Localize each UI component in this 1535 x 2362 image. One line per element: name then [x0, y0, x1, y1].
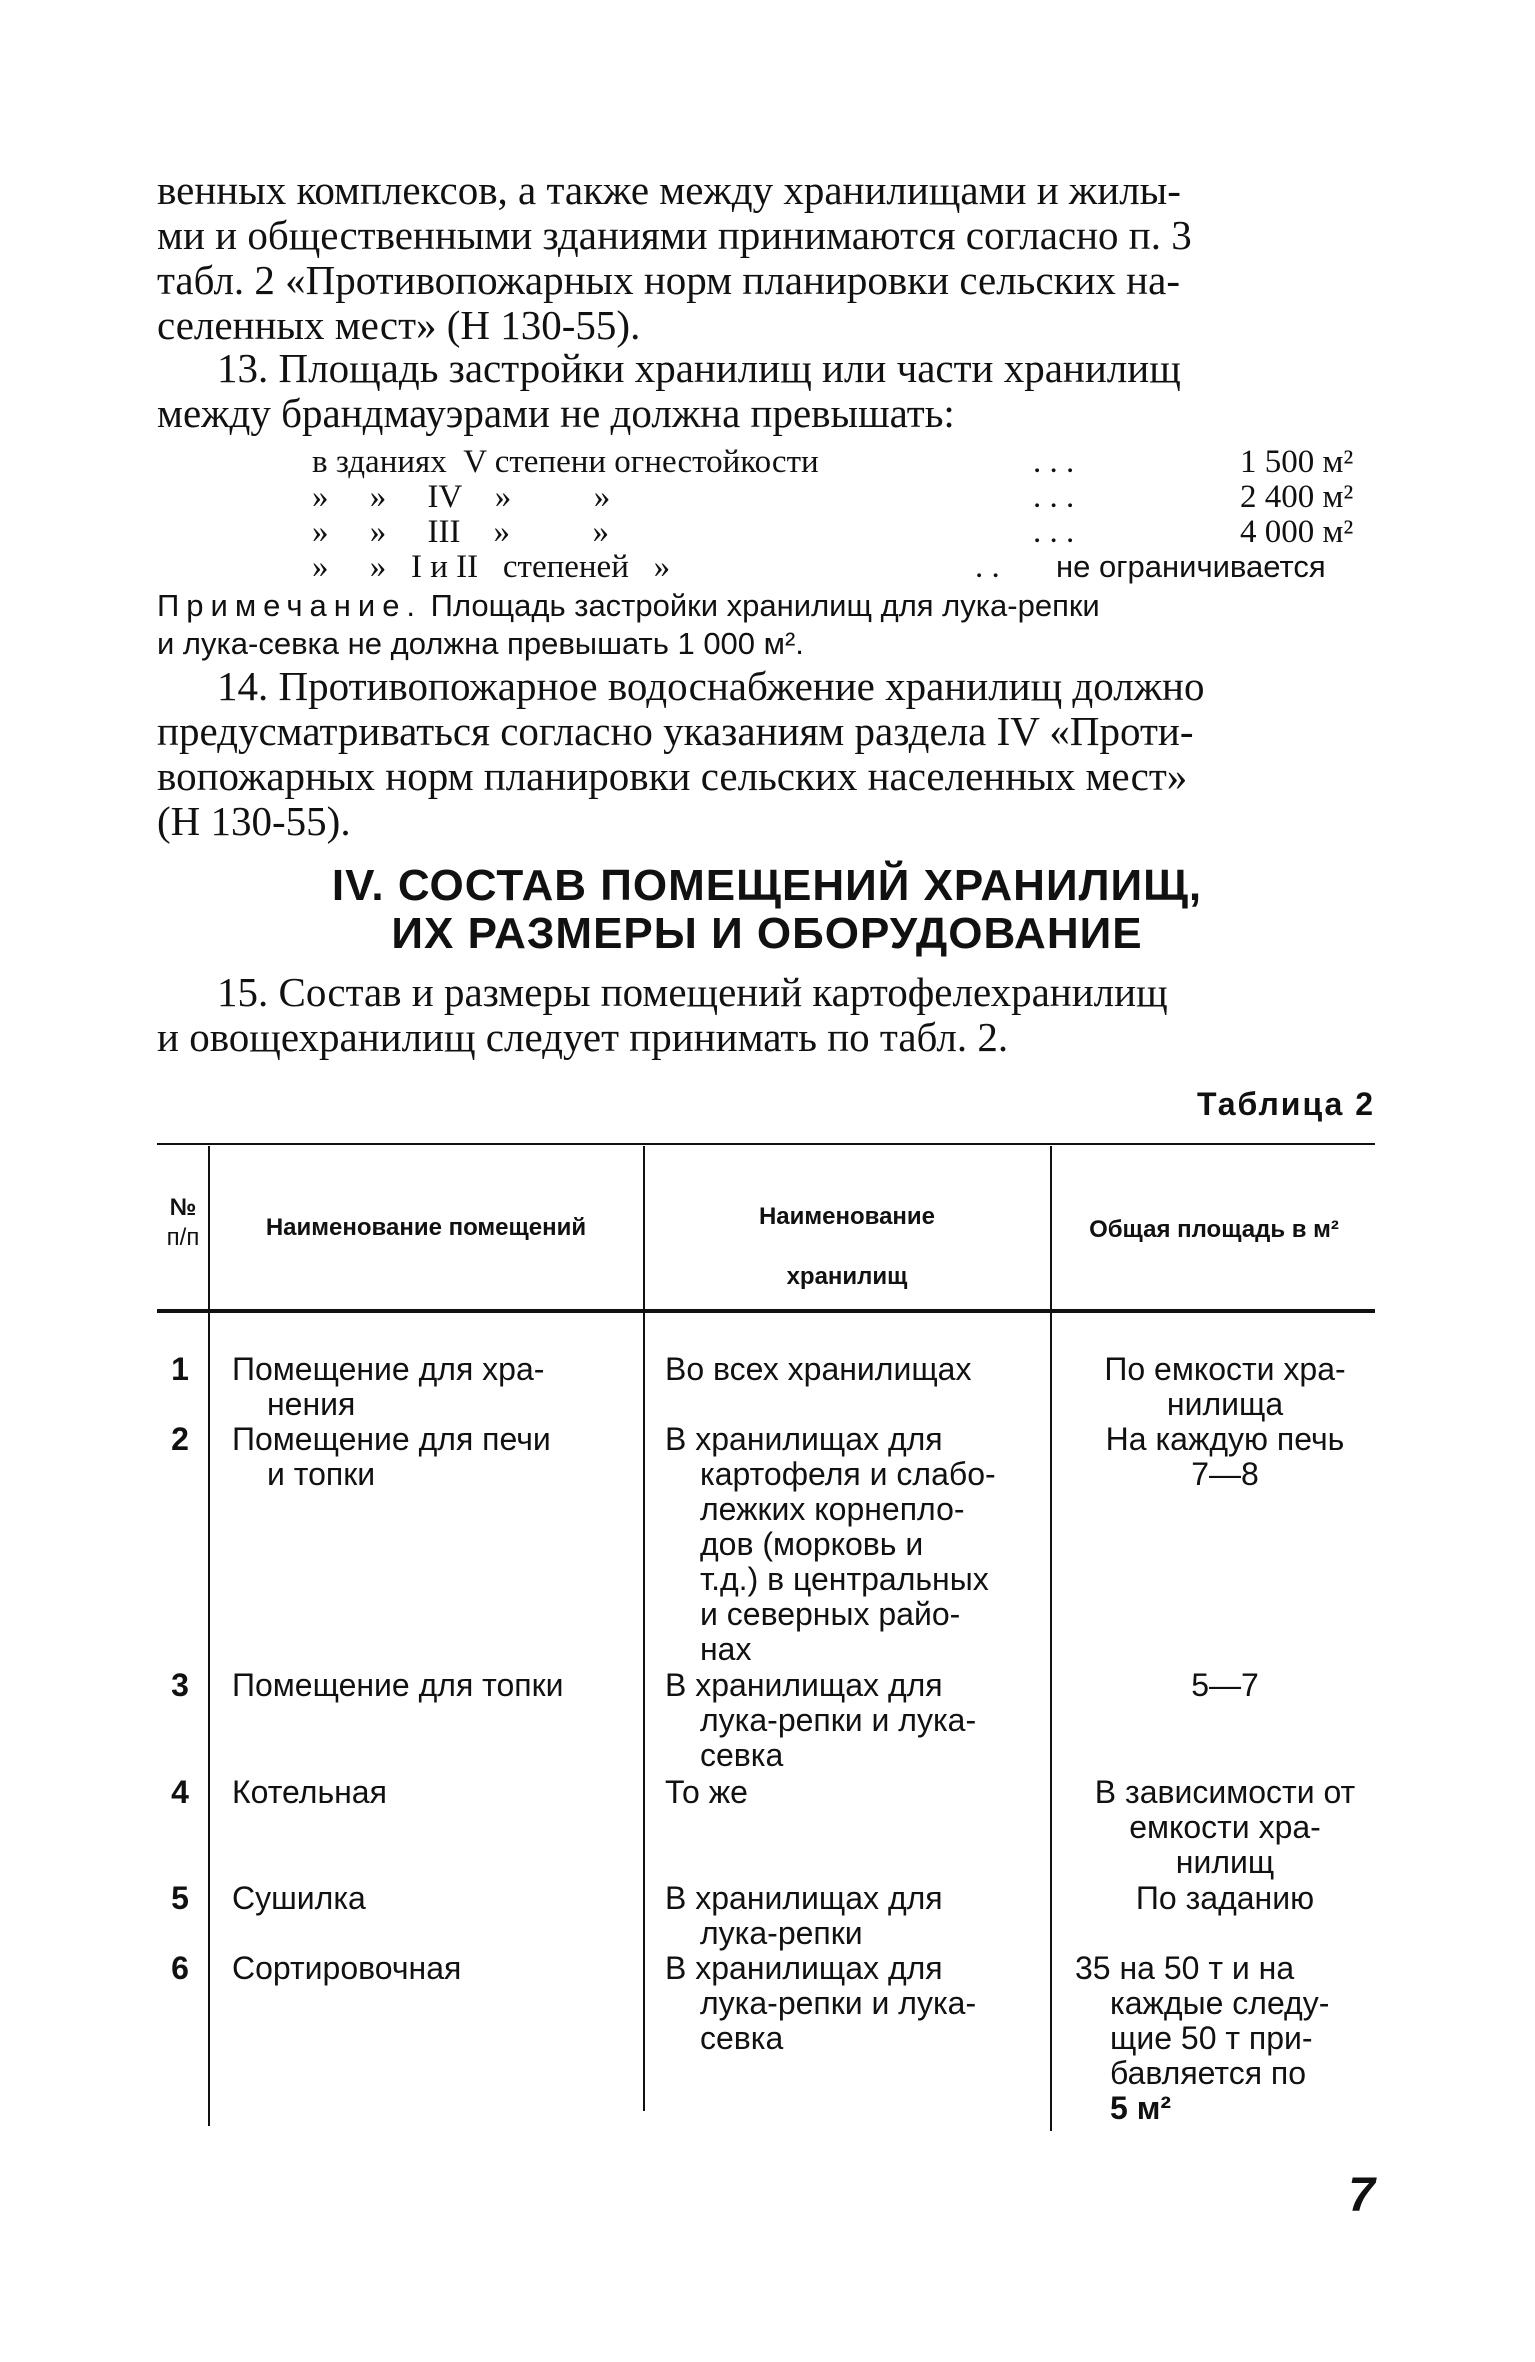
cell-line: Котельная: [232, 1774, 387, 1810]
row-number: 4: [171, 1774, 189, 1810]
cell-line: 5 м²: [1110, 2090, 1172, 2126]
header-num-line: №: [169, 1194, 197, 1221]
cell-line: лука-репки и лука-: [700, 1985, 977, 2021]
header-storage-line: Наименование: [758, 1203, 936, 1230]
area-cell: [1075, 1775, 1375, 1880]
header-storage: [647, 1187, 1047, 1307]
heading-line: ИХ РАЗМЕРЫ И ОБОРУДОВАНИЕ: [391, 909, 1143, 958]
header-num-line: п/п: [166, 1224, 200, 1251]
text-line: 14. Противопожарное водоснабжение хранилищ должно: [217, 663, 1205, 709]
paragraph-15: [157, 970, 1377, 1060]
area-row-label: » » III » »: [312, 514, 609, 550]
area-row-dots: . .: [975, 549, 1000, 585]
header-area: Общая площадь в м²: [1089, 1216, 1339, 1243]
table-top-rule: [157, 1143, 1375, 1145]
storage-cell: [665, 1881, 1045, 1951]
text-line: предусматриваться согласно указаниям раздела IV «Проти-: [157, 708, 1194, 754]
storage-cell: [665, 1352, 1045, 1387]
column-divider: [643, 1146, 645, 2111]
area-row-value: 2 400 м²: [1240, 479, 1354, 515]
area-row-value: 4 000 м²: [1240, 514, 1354, 550]
text-line: (Н 130-55).: [157, 798, 351, 844]
cell-line: нилища: [1166, 1386, 1284, 1422]
row-number: 2: [171, 1421, 189, 1457]
cell-line: По емкости хра-: [1104, 1351, 1346, 1387]
cell-line: бавляется по: [1110, 2055, 1307, 2091]
area-row-value: не ограничивается: [1056, 549, 1326, 584]
text-line: селенных мест» (Н 130-55).: [157, 302, 641, 348]
note-block: [157, 587, 1377, 663]
area-row-dots: . . .: [1033, 479, 1075, 515]
cell-line: В хранилищах для: [665, 1880, 943, 1916]
row-number: 6: [171, 1950, 189, 1986]
area-row-value: 1 500 м²: [1240, 444, 1354, 480]
cell-line: Помещение для печи: [232, 1421, 551, 1457]
cell-line: То же: [665, 1774, 748, 1810]
header-storage-line: хранилищ: [786, 1263, 908, 1290]
text-line: вопожарных норм планировки сельских населенных мест»: [157, 753, 1188, 799]
cell-line: В хранилищах для: [665, 1950, 943, 1986]
area-row-dots: . . .: [1033, 514, 1075, 550]
cell-line: Помещение для хра-: [232, 1351, 545, 1387]
cell-line: По заданию: [1135, 1880, 1315, 1916]
cell-line: 7—8: [1191, 1456, 1259, 1492]
area-cell: [1075, 1422, 1375, 1492]
text-line: 13. Площадь застройки хранилищ или части хранилищ: [217, 345, 1181, 391]
cell-line: лука-репки: [700, 1915, 863, 1951]
cell-line: Сушилка: [232, 1880, 366, 1916]
text-line: табл. 2 «Противопожарных норм планировки сельских на-: [157, 257, 1180, 303]
room-name-cell: [232, 1881, 632, 1916]
area-cell: [1075, 1352, 1375, 1422]
area-row-label: в зданиях V степени огнестойкости: [312, 444, 819, 480]
room-name-cell: [232, 1422, 632, 1492]
heading-line: IV. СОСТАВ ПОМЕЩЕНИЙ ХРАНИЛИЩ,: [331, 861, 1203, 910]
room-name-cell: [232, 1775, 632, 1810]
cell-line: щие 50 т при-: [1110, 2020, 1313, 2056]
note-text: Площадь застройки хранилищ для лука-репки: [430, 588, 1100, 623]
area-row-label: » » I и II степеней »: [312, 549, 671, 585]
text-line: 15. Состав и размеры помещений картофелехранилищ: [217, 969, 1168, 1015]
cell-line: каждые следу-: [1110, 1985, 1330, 2021]
cell-line: нилищ: [1175, 1844, 1275, 1880]
row-number: 3: [171, 1667, 189, 1703]
section-heading: [157, 862, 1377, 958]
column-divider: [208, 1146, 210, 2126]
cell-line: и северных райо-: [700, 1596, 961, 1632]
cell-line: На каждую печь: [1105, 1421, 1345, 1457]
cell-line: т.д.) в центральных: [700, 1561, 989, 1597]
note-label: Примечание.: [157, 588, 423, 623]
storage-cell: [665, 1775, 1045, 1810]
text-line: и овощехранилищ следует принимать по табл. 2.: [157, 1014, 1009, 1060]
cell-line: Сортировочная: [232, 1950, 462, 1986]
cell-line: нах: [700, 1631, 752, 1667]
header-room: Наименование помещений: [265, 1214, 587, 1241]
cell-line: Во всех хранилищах: [665, 1351, 972, 1387]
cell-line: лука-репки и лука-: [700, 1702, 977, 1738]
room-name-cell: [232, 1668, 632, 1703]
storage-cell: [665, 1668, 1045, 1773]
storage-cell: [665, 1951, 1045, 2056]
room-name-cell: [232, 1352, 632, 1422]
cell-line: В зависимости от: [1094, 1774, 1356, 1810]
page-number: 7: [1348, 2169, 1375, 2222]
row-number: 1: [171, 1351, 189, 1387]
header-num: [158, 1193, 208, 1253]
cell-line: 5—7: [1191, 1667, 1259, 1703]
cell-line: нения: [267, 1386, 356, 1422]
storage-cell: [665, 1422, 1045, 1667]
text-line: между брандмауэрами не должна превышать:: [157, 390, 955, 436]
cell-line: В хранилищах для: [665, 1421, 943, 1457]
cell-line: лежких корнепло-: [700, 1491, 965, 1527]
area-cell: [1075, 1668, 1375, 1703]
text-line: венных комплексов, а также между хранилищами и жилы-: [157, 167, 1181, 213]
note-text: и лука-севка не должна превышать 1 000 м².: [157, 626, 804, 661]
room-name-cell: [232, 1951, 632, 1986]
area-cell: [1075, 1951, 1375, 2126]
paragraph-13: [157, 346, 1377, 436]
area-row-dots: . . .: [1033, 444, 1075, 480]
table-header-rule: [157, 1309, 1375, 1313]
cell-line: В хранилищах для: [665, 1667, 943, 1703]
text-line: ми и общественными зданиями принимаются согласно п. 3: [157, 212, 1192, 258]
table-caption: Таблица 2: [1196, 1086, 1375, 1122]
area-row-label: » » IV » »: [312, 479, 611, 515]
paragraph-14: [157, 664, 1377, 844]
cell-line: картофеля и слабо-: [700, 1456, 996, 1492]
cell-line: дов (морковь и: [700, 1526, 924, 1562]
cell-line: и топки: [267, 1456, 376, 1492]
cell-line: емкости хра-: [1129, 1809, 1321, 1845]
row-number: 5: [171, 1880, 189, 1916]
intro-paragraph: [157, 168, 1377, 348]
cell-line: 35 на 50 т и на: [1075, 1950, 1295, 1986]
cell-line: Помещение для топки: [232, 1667, 564, 1703]
cell-line: севка: [700, 1737, 784, 1773]
area-cell: [1075, 1881, 1375, 1916]
column-divider: [1050, 1146, 1052, 2131]
cell-line: севка: [700, 2020, 784, 2056]
